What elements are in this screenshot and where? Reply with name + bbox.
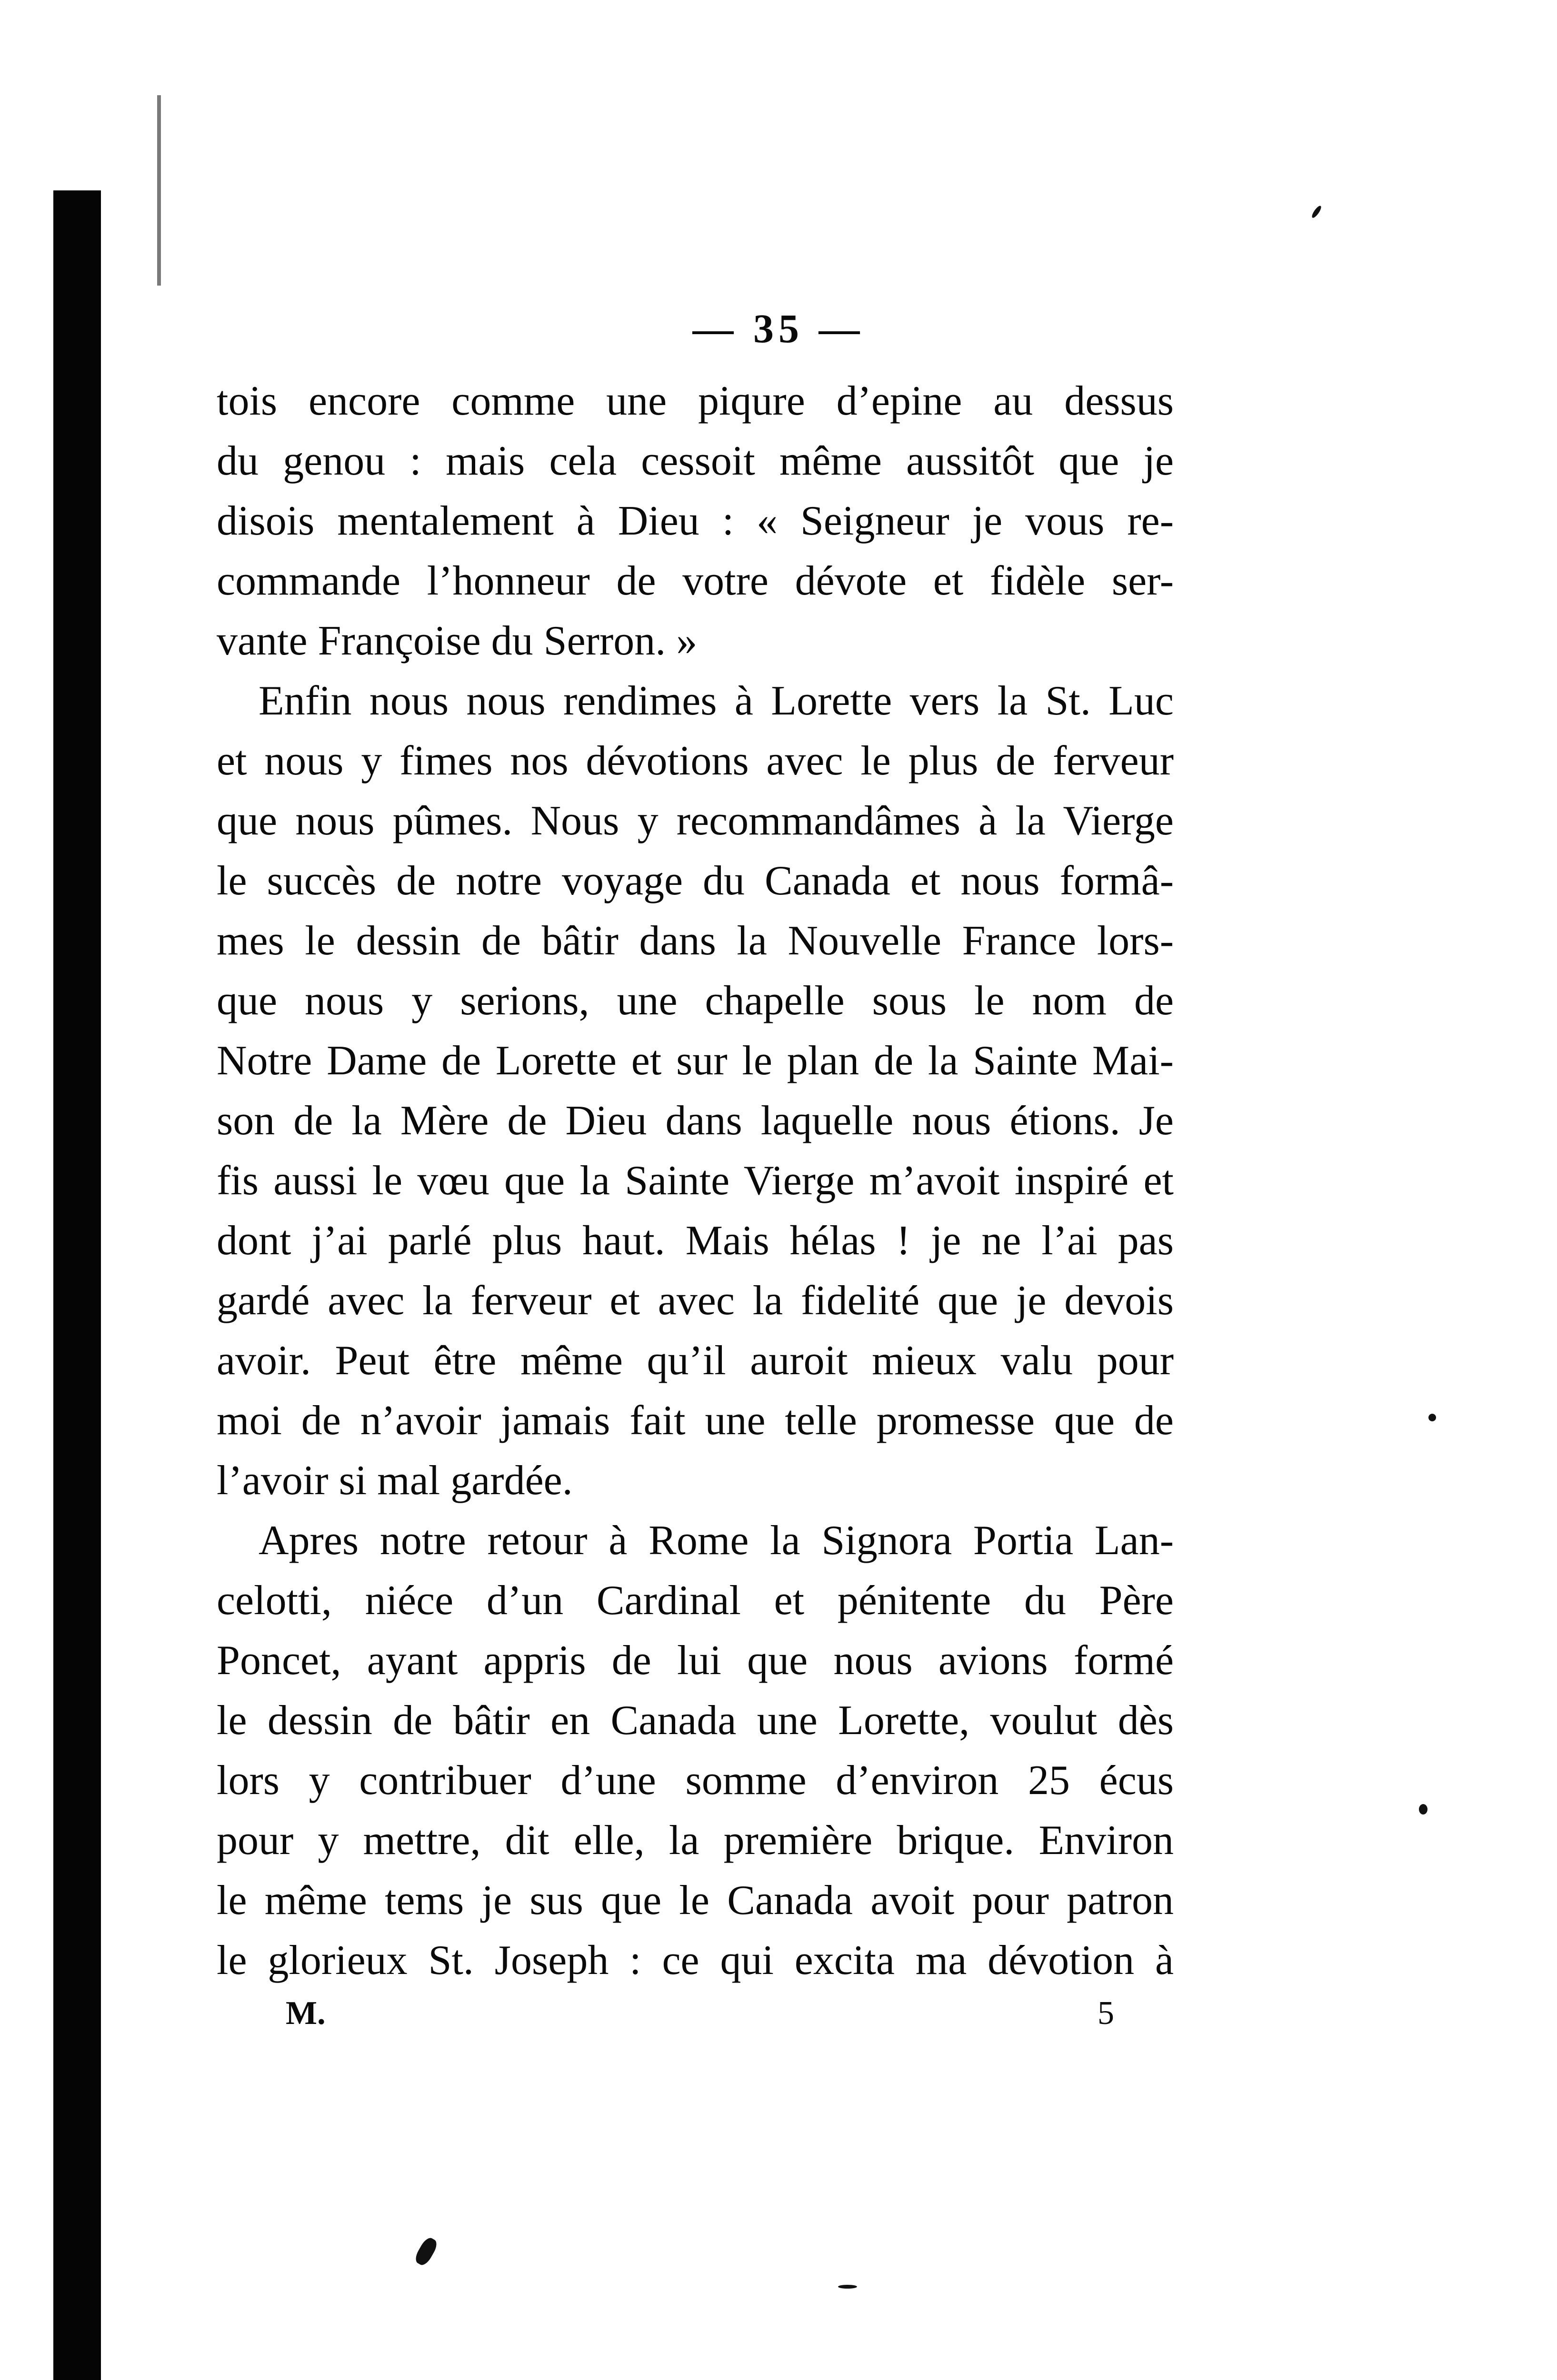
paragraph-1 [217,371,1174,671]
text-line: pour y mettre, dit elle, la première brique. Environ [217,1817,1174,1864]
text-line: et nous y fimes nos dévotions avec le plus de ferveur [217,738,1174,784]
text-line: Notre Dame de Lorette et sur le plan de la Sainte Mai- [217,1038,1174,1084]
text-line: fis aussi le vœu que la Sainte Vierge m’avoit inspiré et [217,1158,1174,1204]
text-line: mes le dessin de bâtir dans la Nouvelle France lors- [217,918,1174,964]
scan-speck [1310,205,1322,219]
text-line: lors y contribuer d’une somme d’environ 25 écus [217,1757,1174,1804]
text-line: avoir. Peut être même qu’il auroit mieux valu pour [217,1338,1174,1384]
text-line: moi de n’avoir jamais fait une telle promesse que de [217,1398,1174,1444]
text-line: tois encore comme une piqure d’epine au dessus [217,378,1174,424]
folio-number: 5 [1098,1995,1114,2032]
text-line: Enfin nous nous rendimes à Lorette vers la St. Luc [259,678,1174,724]
scan-edge-line [157,95,161,286]
page-number: — 35 — [692,306,865,351]
text-line: commande l’honneur de votre dévote et fidèle ser- [217,558,1174,604]
scan-speck [1428,1414,1436,1421]
text-line: le dessin de bâtir en Canada une Lorette, voulut dès [217,1697,1174,1744]
text-line: que nous pûmes. Nous y recommandâmes à la Vierge [217,798,1174,844]
text-line: celotti, niéce d’un Cardinal et pénitente du Père [217,1577,1174,1624]
text-line: Apres notre retour à Rome la Signora Portia Lan- [259,1517,1174,1564]
text-line: le même tems je sus que le Canada avoit pour patron [217,1877,1174,1924]
body-text [217,371,1174,1991]
text-line: vante Françoise du Serron. » [217,618,698,664]
text-line: le glorieux St. Joseph : ce qui excita ma dévotion à [217,1937,1174,1983]
text-line: du genou : mais cela cessoit même aussitôt que je [217,438,1174,484]
text-line: que nous y serions, une chapelle sous le nom de [217,978,1174,1024]
text-line: Poncet, ayant appris de lui que nous avions formé [217,1637,1174,1684]
scan-binding-shadow [53,190,101,2380]
text-line: le succès de notre voyage du Canada et nous formâ- [217,858,1174,904]
text-line: disois mentalement à Dieu : « Seigneur je vous re- [217,498,1174,544]
signature-mark: M. [286,1995,326,2032]
text-line: son de la Mère de Dieu dans laquelle nous étions. Je [217,1098,1174,1144]
text-line: gardé avec la ferveur et avec la fidelité que je devois [217,1278,1174,1324]
scan-speck [413,2236,439,2268]
text-line: dont j’ai parlé plus haut. Mais hélas ! je ne l’ai pas [217,1218,1174,1264]
scan-speck [838,2285,857,2289]
text-line: l’avoir si mal gardée. [217,1458,573,1504]
scan-speck [1419,1804,1427,1815]
paragraph-2 [217,671,1174,1511]
paragraph-3 [217,1511,1174,1991]
